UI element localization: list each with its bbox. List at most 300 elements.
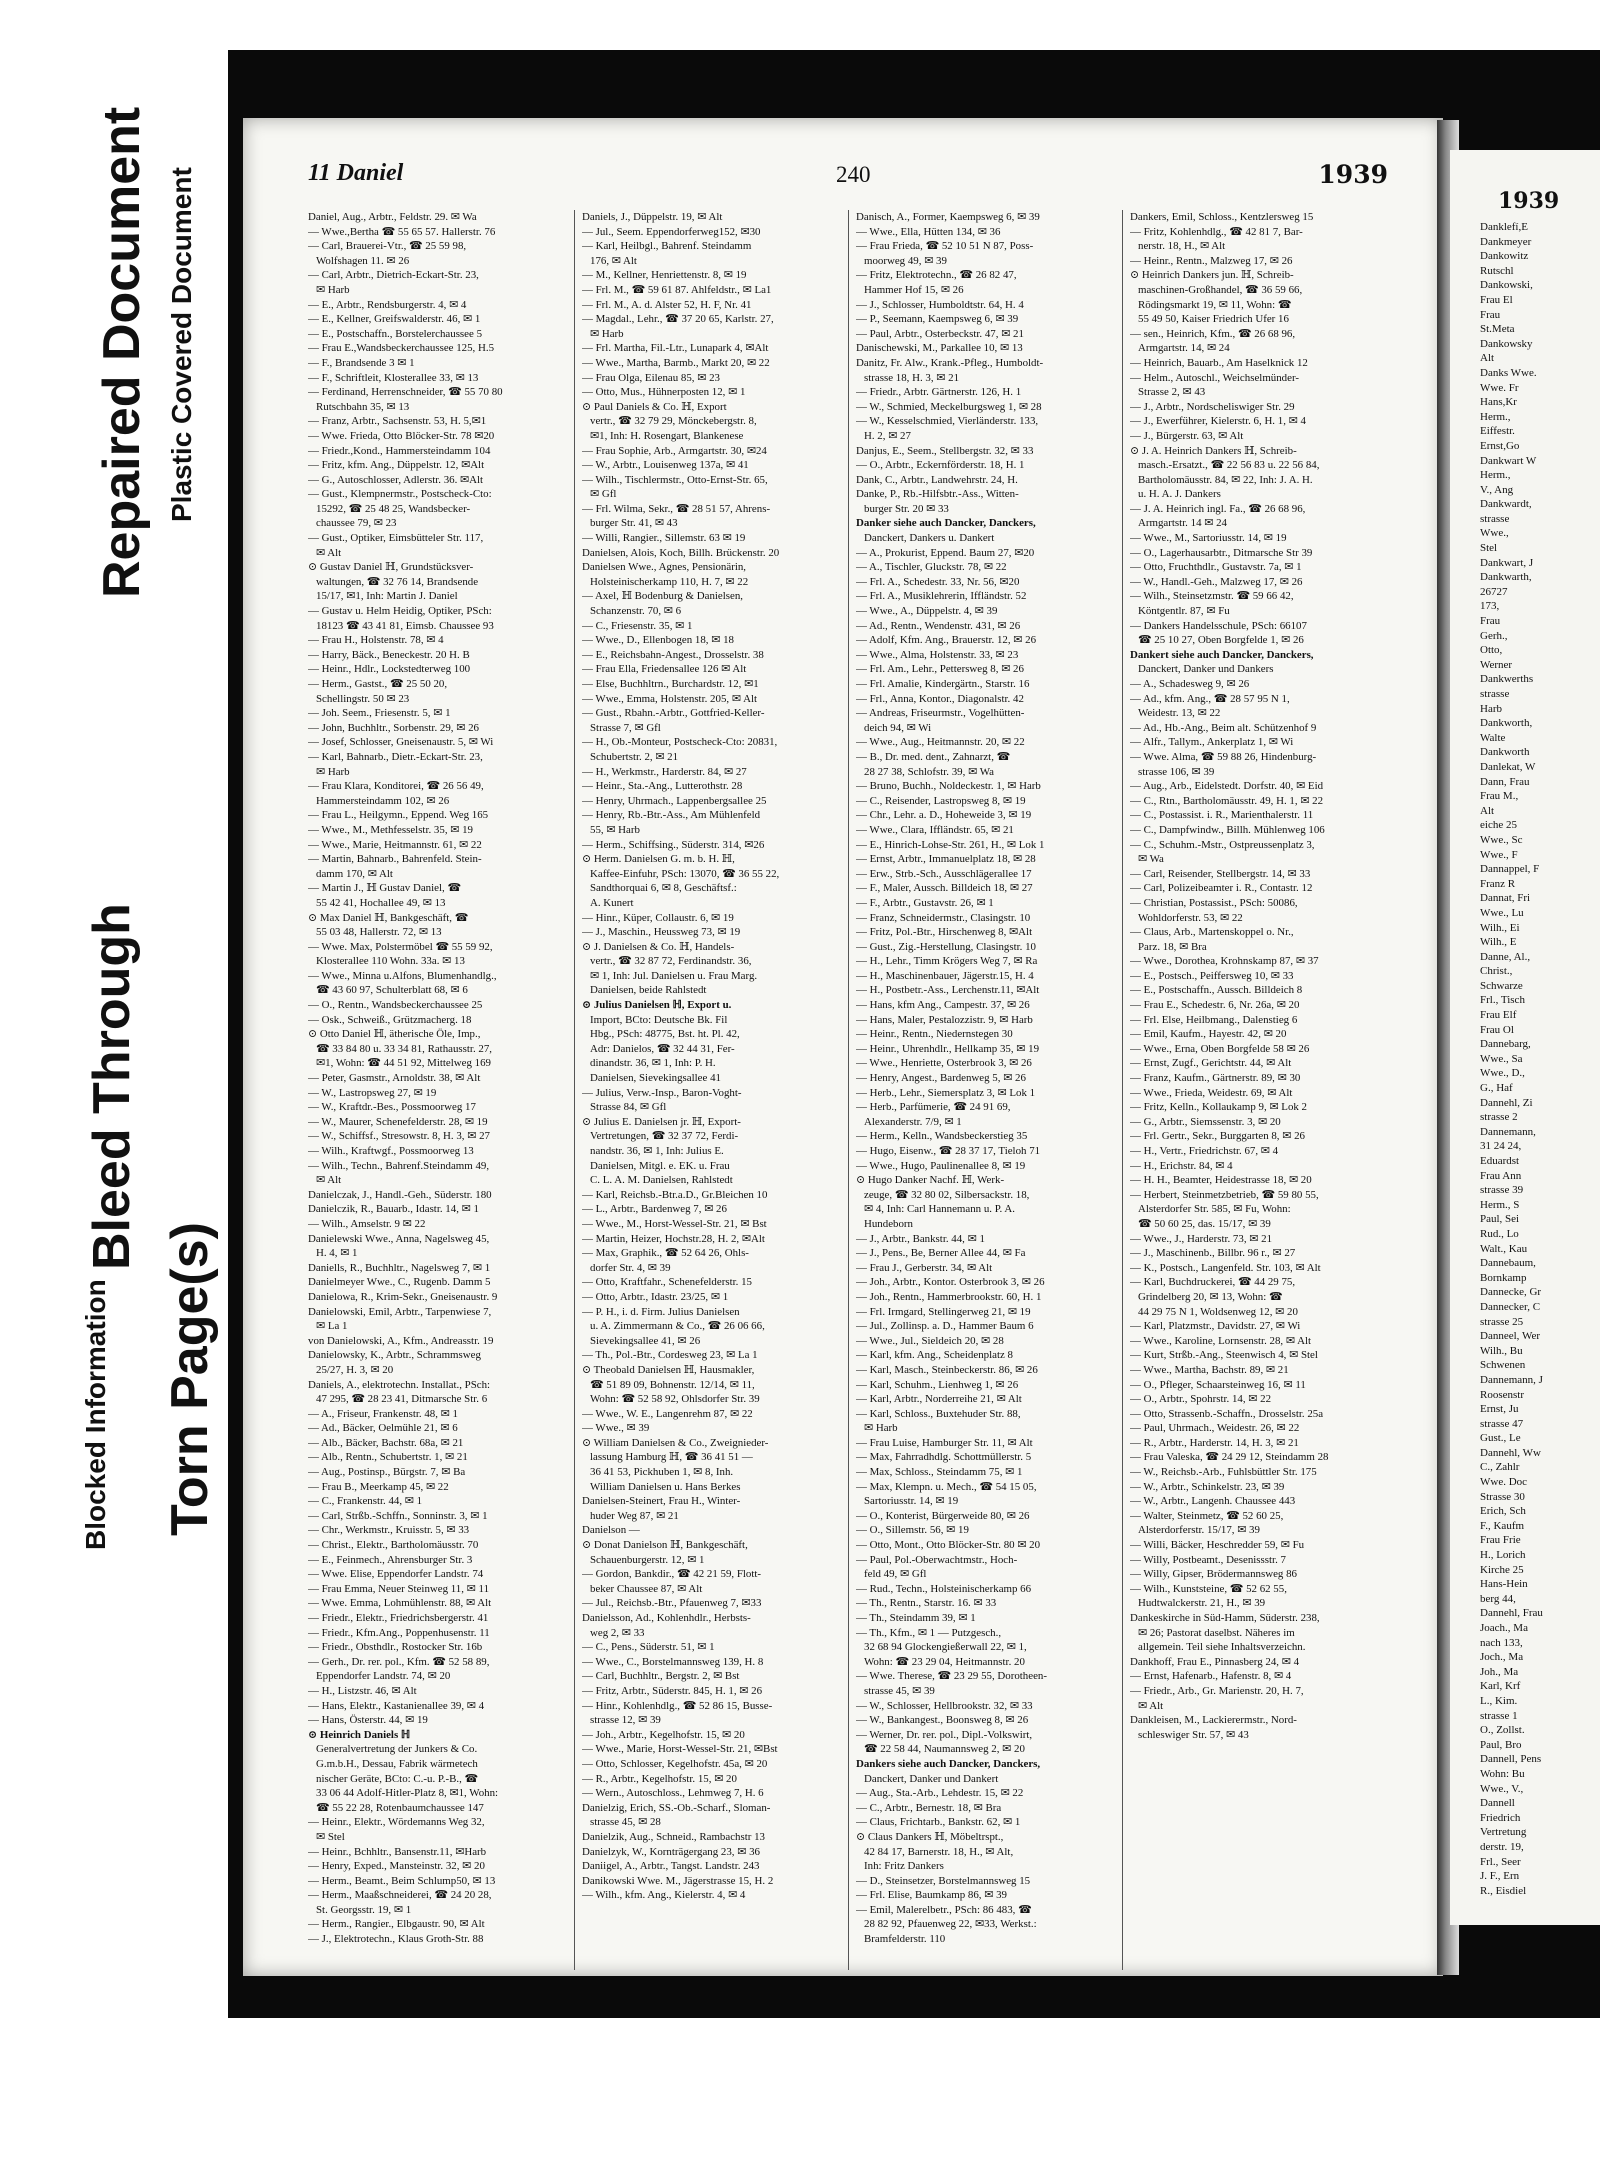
- facing-page-entry: Rud., Lo: [1480, 1227, 1519, 1240]
- facing-page-entry: Frl., Tisch: [1480, 994, 1525, 1007]
- facing-page-entry: Dannell, Pens: [1480, 1753, 1542, 1766]
- directory-entry: — Heinr., Sta.-Ang., Lutterothstr. 28: [582, 780, 743, 793]
- directory-entry: — Joh. Seem., Friesenstr. 5, ✉ 1: [308, 707, 451, 720]
- directory-entry: ✉ Harb: [316, 765, 350, 778]
- directory-entry: — Friedr., Kfm.Ang., Poppenhusenstr. 11: [308, 1626, 490, 1639]
- directory-entry: — Ad., Rentn., Wendenstr. 431, ✉ 26: [856, 619, 1021, 632]
- facing-page-entry: Frau Ol: [1480, 1023, 1514, 1036]
- directory-entry: — Wwe., Ella, Hütten 134, ✉ 36: [856, 225, 1001, 238]
- facing-page-entry: Dankwardt,: [1480, 498, 1532, 511]
- directory-entry: — Ernst, Arbtr., Immanuelplatz 18, ✉ 28: [856, 853, 1036, 866]
- directory-entry: — Ferdinand, Herrenschneider, ☎ 55 70 80: [308, 386, 503, 399]
- directory-entry: — Karl, Buchdruckerei, ☎ 44 29 75,: [1130, 1276, 1296, 1289]
- facing-page-entry: Dann, Frau: [1480, 775, 1530, 788]
- directory-entry: — Frl. M., A. d. Alster 52, H. F, Nr. 41: [582, 298, 752, 311]
- facing-page-entry: Dankowsky: [1480, 337, 1533, 350]
- facing-page-entry: Paul, Sei: [1480, 1213, 1520, 1226]
- directory-entry: — J., Schlosser, Humboldtstr. 64, H. 4: [856, 298, 1024, 311]
- directory-entry: ⊙ Paul Daniels & Co. ℍ, Export: [582, 400, 727, 413]
- facing-page-entry: Dankowski,: [1480, 279, 1533, 292]
- directory-entry: Strasse 7, ✉ Gfl: [590, 721, 661, 734]
- directory-entry: strasse 45, ✉ 39: [864, 1684, 935, 1697]
- directory-entry: — Karl, Schuhm., Lienhweg 1, ✉ 26: [856, 1378, 1019, 1391]
- directory-entry: — Frl. A., Musiklehrerin, Iffländstr. 52: [856, 590, 1027, 603]
- facing-page-entry: Dannat, Fri: [1480, 892, 1531, 905]
- directory-entry: — Hugo, Eisenw., ☎ 28 37 17, Tieloh 71: [856, 1145, 1041, 1157]
- directory-entry: Danielzik, Aug., Schneid., Rambachstr 13: [582, 1830, 765, 1843]
- directory-entry: — Wilh., Amselstr. 9 ✉ 22: [308, 1217, 426, 1230]
- directory-entry: Dankers siehe auch Dancker, Danckers,: [856, 1757, 1041, 1770]
- directory-entry: — W., Lastropsweg 27, ✉ 19: [308, 1086, 437, 1099]
- facing-page-entry: strasse 25: [1480, 1315, 1524, 1328]
- directory-entry: — Frau L., Heilgymn., Eppend. Weg 165: [308, 809, 489, 822]
- directory-entry: ✉ Alt: [316, 1174, 342, 1187]
- directory-entry: ☎ 50 60 25, das. 15/17, ✉ 39: [1138, 1217, 1271, 1230]
- directory-entry: — E., Arbtr., Rendsburgerstr. 4, ✉ 4: [308, 298, 467, 311]
- directory-entry: — Henry, Uhrmach., Lappenbergsallee 25: [582, 794, 767, 807]
- directory-entry: — Martin J., ℍ Gustav Daniel, ☎: [308, 882, 462, 895]
- directory-entry: — Hinr., Kohlenhdlg., ☎ 52 86 15, Busse-: [582, 1699, 773, 1712]
- directory-entry: 55 49 50, Kaiser Friedrich Ufer 16: [1138, 313, 1289, 326]
- directory-entry: burger Str. 20 ✉ 33: [864, 502, 949, 515]
- directory-entry: — Frl., Anna, Kontor., Diagonalstr. 42: [856, 692, 1024, 705]
- directory-entry: — Wwe., Aug., Heitmannstr. 20, ✉ 22: [856, 736, 1025, 749]
- directory-entry: — Otto, Fruchthdlr., Gustavstr. 7a, ✉ 1: [1130, 561, 1302, 574]
- directory-entry: vertr., ☎ 32 79 29, Mönckebergstr. 8,: [590, 415, 757, 428]
- directory-entry: Alsterdorferstr. 15/17, ✉ 39: [1138, 1524, 1260, 1537]
- directory-entry: ✉ 1, Inh: Jul. Danielsen u. Frau Marg.: [590, 969, 758, 982]
- directory-entry: u. A. Zimmermann & Co., ☎ 26 06 66,: [590, 1320, 765, 1333]
- directory-entry: chaussee 79, ✉ 23: [316, 517, 397, 530]
- facing-page-entry: Joach., Ma: [1480, 1622, 1528, 1634]
- directory-entry: — Wwe., Karoline, Lornsenstr. 28, ✉ Alt: [1130, 1334, 1312, 1347]
- directory-entry: Dankleisen, M., Lackierermstr., Nord-: [1130, 1714, 1297, 1727]
- directory-entry: — Gerh., Dr. rer. pol., Kfm. ☎ 52 58 89,: [308, 1655, 490, 1668]
- facing-page-entry: Dannappel, F: [1480, 863, 1540, 876]
- directory-entry: — Frl. Amalie, Kindergärtn., Starstr. 16: [856, 678, 1030, 690]
- directory-entry: ⊙ Herm. Danielsen G. m. b. H. ℍ,: [582, 853, 735, 866]
- directory-entry: — Jul., Seem. Eppendorferweg152, ✉30: [582, 225, 761, 238]
- directory-entry: — A., Schadesweg 9, ✉ 26: [1130, 678, 1250, 690]
- directory-entry: — Franz, Schneidermstr., Clasingstr. 10: [856, 911, 1031, 924]
- directory-entry: Danielowa, R., Krim-Sekr., Gneisenaustr. 9: [308, 1290, 498, 1303]
- facing-page-entry: Frau Elf: [1480, 1009, 1517, 1022]
- facing-page-entry: Dannehl, Zi: [1480, 1096, 1533, 1109]
- directory-entry: — Wilh., Techn., Bahrenf.Steindamm 49,: [308, 1159, 490, 1172]
- directory-entry: Danker siehe auch Dancker, Danckers,: [856, 517, 1036, 530]
- directory-entry: — Wwe., M., Sartoriusstr. 14, ✉ 19: [1130, 532, 1287, 545]
- directory-entry: — Wwe., W. E., Langenrehm 87, ✉ 22: [582, 1407, 753, 1420]
- directory-entry: — Friedr.,Kond., Hammersteindamm 104: [308, 444, 491, 457]
- facing-page-entry: Schwarze: [1480, 979, 1523, 992]
- directory-entry: — H., Postbetr.-Ass., Lerchenstr.11, ✉Alt: [856, 984, 1040, 997]
- directory-entry: — E., Reichsbahn-Angest., Drosselstr. 38: [582, 648, 764, 661]
- facing-page-entry: Friedrich: [1480, 1811, 1521, 1824]
- directory-entry: — J., Bürgerstr. 63, ✉ Alt: [1130, 429, 1244, 442]
- directory-entry: — Karl, Arbtr., Norderreihe 21, ✉ Alt: [856, 1393, 1022, 1406]
- directory-entry: Daniels, J., Düppelstr. 19, ✉ Alt: [582, 211, 723, 223]
- directory-entry: — W., Kraftdr.-Bes., Possmoorweg 17: [308, 1101, 476, 1114]
- directory-entry: — Hinr., Küper, Collaustr. 6, ✉ 19: [582, 911, 734, 924]
- directory-entry: Hundeborn: [864, 1217, 913, 1230]
- directory-entry: 176, ✉ Alt: [590, 254, 637, 267]
- directory-entry: — Frl. Irmgard, Stellingerweg 21, ✉ 19: [856, 1305, 1031, 1318]
- directory-entry: — H., Vertr., Friedrichstr. 67, ✉ 4: [1130, 1145, 1279, 1157]
- directory-entry: — Max, Klempn. u. Mech., ☎ 54 15 05,: [856, 1480, 1037, 1493]
- directory-entry: — John, Buchhltr., Sorbenstr. 29, ✉ 26: [308, 721, 479, 734]
- directory-entry: — Th., Kfm., ✉ 1 — Putzgesch.,: [856, 1626, 1002, 1639]
- directory-entry: beker Chaussee 87, ✉ Alt: [590, 1582, 703, 1595]
- facing-page-entry: Roosenstr: [1480, 1388, 1524, 1401]
- directory-entry: 47 295, ☎ 28 23 41, Ditmarsche Str. 6: [316, 1393, 488, 1406]
- directory-entry: — Chr., Werkmstr., Kruisstr. 5, ✉ 33: [308, 1524, 470, 1537]
- directory-entry: schleswiger Str. 57, ✉ 43: [1138, 1728, 1249, 1741]
- facing-page-entry: Wwe., V.,: [1480, 1782, 1524, 1795]
- facing-page-entry: Danks Wwe.: [1480, 366, 1537, 379]
- directory-entry: — Wwe., Marie, Heitmannstr. 61, ✉ 22: [308, 838, 482, 851]
- directory-entry: — Kurt, Strßb.-Ang., Steenwisch 4, ✉ Stel: [1130, 1349, 1318, 1362]
- directory-entry: — Th., Pol.-Btr., Cordesweg 23, ✉ La 1: [582, 1349, 758, 1362]
- directory-entry: Danielsson, Ad., Kohlenhdlr., Herbsts-: [582, 1612, 751, 1624]
- directory-entry: ☎ 43 60 97, Schulterblatt 68, ✉ 6: [316, 984, 468, 997]
- directory-entry: — J., Arbtr., Nordscheliswiger Str. 29: [1130, 400, 1295, 413]
- directory-entry: Danke, P., Rb.-Hilfsbtr.-Ass., Witten-: [856, 488, 1019, 501]
- directory-entry: — Ernst, Zugf., Gerichtstr. 44, ✉ Alt: [1130, 1057, 1292, 1070]
- directory-entry: — J., Maschin., Heussweg 73, ✉ 19: [582, 926, 741, 939]
- directory-entry: — Karl, Schloss., Buxtehuder Str. 88,: [856, 1407, 1021, 1420]
- directory-entry: ⊙ Gustav Daniel ℍ, Grundstücksver-: [308, 561, 474, 574]
- directory-entry: — Walter, Steinmetz, ☎ 52 60 25,: [1130, 1509, 1284, 1522]
- facing-page-entry: Bornkamp: [1480, 1271, 1527, 1284]
- directory-entry: 36 41 53, Pickhuben 1, ✉ 8, Inh.: [590, 1466, 734, 1479]
- directory-entry: — Frau E., Schedestr. 6, Nr. 26a, ✉ 20: [1130, 999, 1300, 1012]
- facing-page-entry: Herm.,: [1480, 469, 1511, 482]
- directory-entry: — Wilh., Kunststeine, ☎ 52 62 55,: [1130, 1582, 1287, 1595]
- directory-entry: Schauenburgerstr. 12, ✉ 1: [590, 1553, 705, 1566]
- facing-page-entry: strasse: [1480, 512, 1510, 525]
- directory-entry: damm 170, ✉ Alt: [316, 867, 393, 880]
- facing-page-entry: strasse 47: [1480, 1417, 1524, 1430]
- directory-entry: 32 68 94 Glockengießerwall 22, ✉ 1,: [864, 1641, 1027, 1654]
- directory-entry: — P. H., i. d. Firm. Julius Danielsen: [582, 1305, 740, 1318]
- directory-entry: — Wwe., Henriette, Osterbrook 3, ✉ 26: [856, 1057, 1032, 1070]
- directory-entry: Danielczak, J., Handl.-Geh., Süderstr. 180: [308, 1188, 492, 1201]
- facing-page-entry: F., Kaufm: [1480, 1519, 1525, 1532]
- directory-entry: — Heinrich, Bauarb., Am Haselknick 12: [1130, 356, 1308, 369]
- directory-entry: — W., Arbtr., Schinkelstr. 23, ✉ 39: [1130, 1480, 1285, 1493]
- directory-entry: Danielsen, Mitgl. e. EK. u. Frau: [590, 1159, 730, 1172]
- directory-entry: — W., Kesselschmied, Vierländerstr. 133,: [856, 415, 1039, 428]
- directory-entry: — Wwe., Martha, Barmb., Markt 20, ✉ 22: [582, 356, 770, 369]
- facing-page-entry: Dankwart W: [1480, 454, 1537, 467]
- directory-entry: — Peter, Gasmstr., Arnoldstr. 38, ✉ Alt: [308, 1072, 481, 1085]
- directory-entry: ⊙ Donat Danielson ℍ, Bankgeschäft,: [582, 1539, 748, 1552]
- directory-entry: 18123 ☎ 43 41 81, Eimsb. Chaussee 93: [316, 619, 494, 632]
- directory-entry: — Hans, kfm Ang., Campestr. 37, ✉ 26: [856, 999, 1030, 1012]
- directory-entry: ☎ 51 89 09, Bohnenstr. 12/14, ✉ 11,: [590, 1378, 755, 1391]
- directory-entry: — G., Arbtr., Siemssenstr. 3, ✉ 20: [1130, 1115, 1281, 1128]
- directory-entry: 28 27 38, Schlofstr. 39, ✉ Wa: [864, 765, 994, 778]
- directory-entry: — Karl, Heilbgl., Bahrenf. Steindamm: [582, 240, 752, 253]
- facing-page-entry: O., Zollst.: [1480, 1724, 1525, 1737]
- directory-entry: — Otto, Kraftfahr., Schenefelderstr. 15: [582, 1276, 752, 1289]
- running-head-title: 11 Daniel: [308, 160, 404, 186]
- directory-entry: — W., Reichsb.-Arb., Fuhlsbüttler Str. 175: [1130, 1466, 1317, 1479]
- directory-entry: — Friedr., Obsthdlr., Rostocker Str. 16b: [308, 1641, 483, 1654]
- directory-entry: — Jul., Reichsb.-Btr., Pfauenweg 7, ✉33: [582, 1597, 762, 1610]
- directory-entry: huder Weg 87, ✉ 21: [590, 1509, 679, 1522]
- directory-entry: Danischewski, M., Parkallee 10, ✉ 13: [856, 342, 1023, 355]
- directory-entry: — J., Arbtr., Bankstr. 44, ✉ 1: [856, 1232, 985, 1245]
- directory-entry: — W., Arbtr., Langenh. Chaussee 443: [1130, 1495, 1296, 1508]
- directory-entry: Dankers, Emil, Schloss., Kentzlersweg 15: [1130, 211, 1314, 223]
- facing-page-entry: Dankworth,: [1480, 717, 1533, 730]
- directory-entry: — Frau Ella, Friedensallee 126 ✉ Alt: [582, 663, 747, 676]
- directory-entry: Danielowsky, K., Arbtr., Schrammsweg: [308, 1349, 481, 1362]
- plastic-covered-stamp: Plastic Covered Document: [166, 167, 197, 522]
- directory-entry: — Carl, Buchhltr., Bergstr. 2, ✉ Bst: [582, 1670, 740, 1683]
- directory-entry: — Willy, Gipser, Brödermannsweg 86: [1130, 1568, 1297, 1581]
- facing-page-entry: Wwe., Sa: [1480, 1052, 1523, 1065]
- directory-entry: — E., Hinrich-Lohse-Str. 261, H., ✉ Lok 1: [856, 838, 1045, 851]
- directory-entry: — Chr., Lehr. a. D., Hoheweide 3, ✉ 19: [856, 809, 1032, 822]
- directory-entry: — Claus, Arb., Martenskoppel o. Nr.,: [1130, 926, 1294, 939]
- directory-entry: Wohn: ☎ 23 29 04, Heitmannstr. 20: [864, 1655, 1025, 1668]
- directory-entry: 15292, ☎ 25 48 25, Wandsbecker-: [316, 502, 471, 515]
- directory-entry: ✉ Alt: [1138, 1699, 1164, 1712]
- directory-entry: — Joh., Arbtr., Kontor. Osterbrook 3, ✉ 26: [856, 1276, 1045, 1289]
- directory-entry: — Wwe. Therese, ☎ 23 29 55, Dorotheen-: [856, 1670, 1047, 1683]
- target-panel: [0, 50, 228, 2018]
- directory-entry: ⊙ Julius E. Danielsen jr. ℍ, Export-: [582, 1115, 741, 1128]
- directory-entry: — Karl, Reichsb.-Btr.a.D., Gr.Bleichen 10: [582, 1188, 768, 1201]
- directory-entry: deich 94, ✉ Wi: [864, 721, 932, 734]
- directory-entry: — Otto, Arbtr., Idastr. 23/25, ✉ 1: [582, 1290, 729, 1303]
- directory-entry: Danckert, Danker und Dankers: [1138, 663, 1274, 676]
- directory-entry: ⊙ William Danielsen & Co., Zweignieder-: [582, 1436, 769, 1449]
- directory-entry: Danckert, Danker und Dankert: [864, 1772, 999, 1785]
- running-head: [308, 160, 1388, 200]
- directory-entry: — K., Postsch., Langenfeld. Str. 103, ✉ Alt: [1130, 1261, 1321, 1274]
- facing-page-entry: derstr. 19,: [1480, 1840, 1524, 1853]
- directory-entry: Wolfshagen 11. ✉ 26: [316, 254, 410, 267]
- directory-entry: — Wwe., Martha, Bachstr. 89, ✉ 21: [1130, 1363, 1289, 1376]
- directory-entry: Danielsen, Alois, Koch, Billh. Brückenstr. 20: [582, 546, 780, 559]
- directory-entry: — Gust., Klempnermstr., Postscheck-Cto:: [308, 488, 492, 501]
- directory-entry: — Carl, Polizeibeamter i. R., Contastr. 12: [1130, 882, 1313, 895]
- directory-entry: — Franz, Kaufm., Gärtnerstr. 89, ✉ 30: [1130, 1072, 1301, 1085]
- directory-entry: G.m.b.H., Dessau, Fabrik wärmetech: [316, 1757, 478, 1770]
- facing-page-entry: Gust., Le: [1480, 1432, 1521, 1445]
- directory-entry: Grindelberg 20, ✉ 13, Wohn: ☎: [1138, 1290, 1283, 1303]
- facing-page-entry: Herm., S: [1480, 1198, 1520, 1211]
- directory-entry: — Otto, Strassenb.-Schaffn., Drosselstr. 25a: [1130, 1407, 1324, 1420]
- directory-entry: Daniigel, A., Arbtr., Tangst. Landstr. 243: [582, 1860, 760, 1873]
- facing-page-entry: Wilh., Bu: [1480, 1344, 1523, 1357]
- directory-entry: — O., Konterist, Bürgerweide 80, ✉ 26: [856, 1509, 1030, 1522]
- facing-page-entry: Dankmeyer: [1480, 235, 1532, 248]
- blocked-information-stamp: Blocked Information: [80, 1279, 111, 1550]
- facing-page-entry: Harb: [1480, 702, 1502, 715]
- facing-page-entry: Vertretung: [1480, 1826, 1527, 1839]
- directory-entry: ✉ Harb: [864, 1422, 898, 1435]
- facing-page-entry: Karl, Krf: [1480, 1680, 1521, 1693]
- directory-entry: — Carl, Reisender, Stellbergstr. 14, ✉ 33: [1130, 867, 1311, 880]
- facing-page-entry: Alt: [1480, 352, 1495, 365]
- directory-entry: — Christ., Elektr., Bartholomäusstr. 70: [308, 1539, 479, 1552]
- directory-entry: Parz. 18, ✉ Bra: [1138, 940, 1207, 953]
- directory-entry: Hammersteindamm 102, ✉ 26: [316, 794, 450, 807]
- directory-entry: — Frau H., Holstenstr. 78, ✉ 4: [308, 634, 444, 647]
- directory-entry: — Paul, Uhrmach., Weidestr. 26, ✉ 22: [1130, 1422, 1300, 1435]
- facing-page-entry: Ernst, Ju: [1480, 1403, 1519, 1416]
- directory-entry: 44 29 75 N 1, Woldsenweg 12, ✉ 20: [1138, 1305, 1298, 1318]
- directory-entry: — Ernst, Hafenarb., Hafenstr. 8, ✉ 4: [1130, 1670, 1292, 1683]
- directory-entry: Danielsen, beide Rahlstedt: [590, 984, 707, 997]
- directory-entry: Wohn: ☎ 52 58 92, Ohlsdorfer Str. 39: [590, 1393, 760, 1406]
- directory-entry: William Danielsen u. Hans Berkes: [590, 1480, 741, 1493]
- facing-page-entry: Frau: [1480, 615, 1501, 628]
- directory-entry: — Martin, Heizer, Hochstr.28, H. 2, ✉Alt: [582, 1232, 765, 1245]
- directory-entry: Wohldorferstr. 53, ✉ 22: [1138, 911, 1243, 924]
- directory-entry: — Frau Klara, Konditorei, ☎ 26 56 49,: [308, 780, 484, 793]
- directory-entry: Danielzig, Erich, SS.-Ob.-Scharf., Sloman-: [582, 1801, 771, 1814]
- directory-entry: — H., Maschinenbauer, Jägerstr.15, H. 4: [856, 969, 1034, 982]
- directory-entry: H. 2, ✉ 27: [864, 429, 911, 442]
- directory-entry: C. L. A. M. Danielsen, Rahlstedt: [590, 1174, 733, 1187]
- facing-page-entry: Christ.,: [1480, 965, 1513, 978]
- directory-column-4: [1130, 210, 1388, 1970]
- directory-entry: — Heinr., Rentn., Malzweg 17, ✉ 26: [1130, 254, 1293, 267]
- directory-entry: — Otto, Mont., Otto Blöcker-Str. 80 ✉ 20: [856, 1539, 1041, 1552]
- directory-entry: — H. H., Beamter, Heidestrasse 18, ✉ 20: [1130, 1174, 1312, 1187]
- directory-entry: Generalvertretung der Junkers & Co.: [316, 1743, 478, 1756]
- directory-entry: — Henry, Rb.-Btr.-Ass., Am Mühlenfeld: [582, 809, 761, 822]
- directory-column-3: [856, 210, 1114, 1970]
- directory-entry: — Helm., Autoschl., Weichselmünder-: [1130, 371, 1299, 384]
- directory-entry: — O., Pfleger, Schaarsteinweg 16, ✉ 11: [1130, 1378, 1306, 1391]
- facing-page-entry: Dannemann, J: [1480, 1373, 1543, 1386]
- directory-entry: — C., Rtn., Bartholomäusstr. 49, H. 1, ✉ 22: [1130, 794, 1324, 807]
- directory-entry: — Gustav u. Helm Heidig, Optiker, PSch:: [308, 605, 492, 618]
- directory-entry: ⊙ Claus Dankers ℍ, Möbeltrspt.,: [856, 1830, 1004, 1843]
- directory-entry: Daniel, Aug., Arbtr., Feldstr. 29. ✉ Wa: [308, 211, 477, 223]
- directory-entry: nandstr. 36, ✉ 1, Inh: Julius E.: [590, 1145, 724, 1157]
- directory-entry: — Fritz, Kelln., Kollaukamp 9, ✉ Lok 2: [1130, 1101, 1307, 1114]
- directory-entry: ☎ 55 22 28, Rotenbaumchaussee 147: [316, 1801, 484, 1814]
- directory-entry: — W., Maurer, Schenefelderstr. 28, ✉ 19: [308, 1115, 488, 1128]
- directory-entry: — A., Tischler, Gluckstr. 78, ✉ 22: [856, 561, 1007, 574]
- facing-page-entry: Walte: [1480, 731, 1506, 744]
- column-divider: [848, 210, 849, 1970]
- directory-entry: — Frau E.,Wandsbeckerchaussee 125, H.5: [308, 342, 495, 355]
- facing-page-entry: Dannell: [1480, 1797, 1515, 1810]
- facing-page-entry: Wwe. Doc: [1480, 1476, 1528, 1489]
- directory-entry: — Herm., Rangier., Elbgaustr. 90, ✉ Alt: [308, 1918, 485, 1931]
- directory-entry: — Magdal., Lehr., ☎ 37 20 65, Karlstr. 27,: [582, 313, 774, 326]
- directory-entry: — C., Dampfwindw., Billh. Mühlenweg 106: [1130, 823, 1325, 836]
- facing-page-entry: Wwe., D.,: [1480, 1067, 1525, 1080]
- facing-page-entry: Hans-Hein: [1480, 1578, 1528, 1591]
- directory-entry: 55 42 41, Hochallee 49, ✉ 13: [316, 896, 446, 909]
- directory-entry: ⊙ J. A. Heinrich Dankers ℍ, Schreib-: [1130, 444, 1297, 457]
- directory-entry: — Wwe.,Bertha ☎ 55 65 57. Hallerstr. 76: [308, 225, 496, 238]
- directory-entry: — Frau Luise, Hamburger Str. 11, ✉ Alt: [856, 1436, 1033, 1449]
- directory-entry: — Th., Steindamm 39, ✉ 1: [856, 1612, 976, 1624]
- directory-entry: maschinen-Großhandel, ☎ 36 59 66,: [1138, 283, 1303, 296]
- directory-entry: Inh: Fritz Dankers: [864, 1860, 944, 1873]
- directory-entry: — Heinr., Rentn., Niedernstegen 30: [856, 1028, 1013, 1041]
- directory-entry: — Wwe., Marie, Horst-Wessel-Str. 21, ✉Bst: [582, 1743, 778, 1756]
- directory-entry: strasse 45, ✉ 28: [590, 1816, 661, 1829]
- facing-page-entry: Dankwerths: [1480, 673, 1534, 686]
- directory-entry: — J., Ewerführer, Kielerstr. 6, H. 1, ✉ 4: [1130, 415, 1306, 428]
- directory-entry: — F., Brandsende 3 ✉ 1: [308, 356, 415, 369]
- directory-entry: — Max, Graphik., ☎ 52 64 26, Ohls-: [582, 1247, 749, 1260]
- directory-entry: — W., Bankangest., Boonsweg 8, ✉ 26: [856, 1714, 1029, 1727]
- directory-entry: — H., Listzstr. 46, ✉ Alt: [308, 1684, 417, 1697]
- directory-entry: — Karl, Bahnarb., Dietr.-Eckart-Str. 23,: [308, 750, 483, 763]
- directory-entry: Dankeskirche in Süd-Hamm, Süderstr. 238,: [1130, 1612, 1320, 1624]
- directory-entry: — E., Postschaffn., Borstelerchaussee 5: [308, 327, 483, 340]
- directory-entry: — Martin, Bahnarb., Bahrenfeld. Stein-: [308, 853, 482, 866]
- directory-entry: Hbg., PSch: 48775, Bst. ht. Pl. 42,: [590, 1028, 740, 1041]
- directory-entry: — Herm., Gastst., ☎ 25 50 20,: [308, 678, 448, 690]
- directory-entry: — Rud., Techn., Holsteinischerkamp 66: [856, 1582, 1032, 1595]
- directory-entry: ⊙ Max Daniel ℍ, Bankgeschäft, ☎: [308, 911, 469, 924]
- directory-entry: — Alb., Bäcker, Bachstr. 68a, ✉ 21: [308, 1436, 464, 1449]
- directory-entry: — Heinr., Hdlr., Lockstedterweg 100: [308, 663, 471, 676]
- directory-entry: — Hans, Elektr., Kastanienallee 39, ✉ 4: [308, 1699, 485, 1712]
- directory-entry: — Werner, Dr. rer. pol., Dipl.-Volkswirt,: [856, 1728, 1033, 1741]
- directory-entry: — Fritz, Kohlenhdlg., ☎ 42 81 7, Bar-: [1130, 225, 1303, 238]
- facing-page-entry: Werner: [1480, 658, 1513, 671]
- directory-entry: Danielczik, R., Bauarb., Idastr. 14, ✉ 1: [308, 1203, 479, 1216]
- directory-entry: — B., Dr. med. dent., Zahnarzt, ☎: [856, 750, 1011, 763]
- directory-entry: ✉ Stel: [316, 1830, 345, 1843]
- directory-entry: Holsteinischerkamp 110, H. 7, ✉ 22: [590, 575, 749, 588]
- directory-entry: — E., Postsch., Peiffersweg 10, ✉ 33: [1130, 969, 1294, 982]
- directory-entry: Weidestr. 13, ✉ 22: [1138, 707, 1221, 720]
- directory-entry: — Julius, Verw.-Insp., Baron-Voght-: [582, 1086, 742, 1099]
- directory-entry: Danielowski, Emil, Arbtr., Tarpenwiese 7,: [308, 1305, 492, 1318]
- directory-entry: — Wwe. Emma, Lohmühlenstr. 88, ✉ Alt: [308, 1597, 492, 1610]
- facing-page-entry: Dankowitz: [1480, 250, 1529, 263]
- directory-entry: — Frl. Else, Heilbmang., Dalenstieg 6: [1130, 1013, 1298, 1026]
- page-number: 240: [836, 162, 871, 187]
- facing-page-entry: Wwe., Lu: [1480, 906, 1524, 919]
- directory-entry: Daniels, A., elektrotechn. Installat., PSch:: [308, 1378, 491, 1391]
- directory-entry: Alsterdorfer Str. 585, ✉ Fu, Wohn:: [1138, 1203, 1291, 1216]
- directory-entry: — E., Feinmech., Ahrensburger Str. 3: [308, 1553, 473, 1566]
- facing-page-entry: Dankwart, J: [1480, 556, 1534, 569]
- directory-entry: 25/27, H. 3, ✉ 20: [316, 1363, 394, 1376]
- directory-entry: — Herb., Parfümerie, ☎ 24 91 69,: [856, 1101, 1011, 1114]
- directory-entry: — D., Steinsetzer, Borstelmannsweg 15: [856, 1874, 1031, 1887]
- directory-entry: Danielsen Wwe., Agnes, Pensionärin,: [582, 561, 747, 574]
- facing-page-entry: Franz R: [1480, 877, 1516, 890]
- directory-entry: — J. A. Heinrich ingl. Fa., ☎ 26 68 96,: [1130, 502, 1306, 515]
- directory-entry: — Bruno, Buchh., Noldeckestr. 1, ✉ Harb: [856, 780, 1041, 793]
- directory-entry: — P., Seemann, Kaempsweg 6, ✉ 39: [856, 313, 1019, 326]
- facing-page-entry: Frl., Seer: [1480, 1855, 1521, 1868]
- directory-entry: — Wwe., Hugo, Paulinenallee 8, ✉ 19: [856, 1159, 1026, 1172]
- directory-entry: — Wwe., Clara, Iffländstr. 65, ✉ 21: [856, 823, 1014, 836]
- facing-page-entry: 26727: [1480, 585, 1508, 598]
- directory-entry: Sievekingsallee 41, ✉ 26: [590, 1334, 701, 1347]
- directory-entry: — Emil, Malerelbetr., PSch: 86 483, ☎: [856, 1903, 1032, 1916]
- facing-page-entry: G., Haf: [1480, 1082, 1513, 1095]
